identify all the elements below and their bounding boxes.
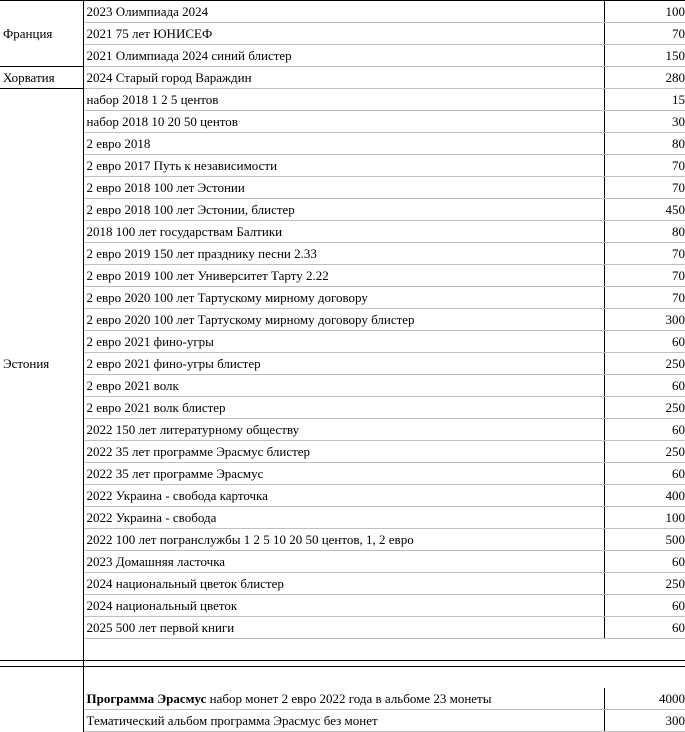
item-description: 2023 Домашняя ласточка — [83, 551, 604, 573]
item-price: 250 — [604, 573, 685, 595]
country-cell: Хорватия — [0, 67, 83, 89]
item-description: 2022 150 лет литературному обществу — [83, 419, 604, 441]
item-description: 2 евро 2019 150 лет празднику песни 2.33 — [83, 243, 604, 265]
item-price: 30 — [604, 111, 685, 133]
item-price: 60 — [604, 551, 685, 573]
item-price: 60 — [604, 419, 685, 441]
item-price: 60 — [604, 617, 685, 639]
blank-row — [0, 667, 685, 689]
item-price: 60 — [604, 375, 685, 397]
item-price: 60 — [604, 595, 685, 617]
item-price: 60 — [604, 331, 685, 353]
table-row — [0, 287, 685, 309]
item-price: 250 — [604, 353, 685, 375]
table-row — [0, 133, 685, 155]
table-row — [0, 507, 685, 529]
item-description: 2021 75 лет ЮНИСЕФ — [83, 23, 604, 45]
blank-row — [0, 639, 685, 661]
blank-cell-desc — [83, 639, 604, 661]
table-row — [0, 45, 685, 67]
blank-cell-price — [604, 667, 685, 689]
item-price: 300 — [604, 309, 685, 331]
item-description: 2 евро 2021 волк — [83, 375, 604, 397]
blank-cell-country — [0, 667, 83, 689]
item-description: 2 евро 2021 волк блистер — [83, 397, 604, 419]
item-description: 2025 500 лет первой книги — [83, 617, 604, 639]
item-price: 250 — [604, 397, 685, 419]
table-row — [0, 485, 685, 507]
item-description: 2 евро 2019 100 лет Университет Тарту 2.22 — [83, 265, 604, 287]
item-description — [83, 688, 604, 710]
table-row — [0, 617, 685, 639]
item-description: 2022 35 лет программе Эрасмус блистер — [83, 441, 604, 463]
item-description: 2023 Олимпиада 2024 — [83, 1, 604, 23]
item-price: 70 — [604, 155, 685, 177]
table-row — [0, 551, 685, 573]
table-row — [0, 397, 685, 419]
item-description: 2 евро 2020 100 лет Тартускому мирному договору — [83, 287, 604, 309]
table-row — [0, 688, 685, 710]
item-description-rest: набор монет 2 евро 2022 года в альбоме 23 монеты — [206, 690, 492, 706]
blank-cell-desc — [83, 667, 604, 689]
blank-cell-country — [0, 639, 83, 661]
item-description: 2 евро 2018 100 лет Эстонии — [83, 177, 604, 199]
item-description: набор 2018 1 2 5 центов — [83, 89, 604, 111]
table-row — [0, 221, 685, 243]
item-description: 2 евро 2020 100 лет Тартускому мирному договору блистер — [83, 309, 604, 331]
item-description: 2 евро 2018 100 лет Эстонии, блистер — [83, 199, 604, 221]
country-cell: Франция — [0, 1, 83, 67]
table-row — [0, 595, 685, 617]
item-description: 2022 100 лет погранслужбы 1 2 5 10 20 50 центов, 1, 2 евро — [83, 529, 604, 551]
table-row — [0, 1, 685, 23]
item-price: 70 — [604, 265, 685, 287]
item-description: 2024 национальный цветок блистер — [83, 573, 604, 595]
item-price: 4000 — [604, 688, 685, 710]
item-price: 80 — [604, 133, 685, 155]
item-price: 15 — [604, 89, 685, 111]
table-row — [0, 419, 685, 441]
item-description: 2024 национальный цветок — [83, 595, 604, 617]
country-cell: Эстония — [0, 89, 83, 639]
item-description-bold: Программа Эрасмус — [86, 690, 207, 706]
country-cell — [0, 688, 83, 710]
item-description-rest: Тематический альбом программа Эрасмус без монет — [86, 712, 378, 728]
item-price: 60 — [604, 463, 685, 485]
item-price: 300 — [604, 710, 685, 732]
item-price: 250 — [604, 441, 685, 463]
item-price: 70 — [604, 177, 685, 199]
country-cell — [0, 710, 83, 732]
item-description: 2 евро 2021 фино-угры блистер — [83, 353, 604, 375]
table-row — [0, 331, 685, 353]
item-price: 100 — [604, 1, 685, 23]
table-body — [0, 1, 685, 732]
item-description: 2018 100 лет государствам Балтики — [83, 221, 604, 243]
table-row — [0, 177, 685, 199]
item-description: 2022 35 лет программе Эрасмус — [83, 463, 604, 485]
table-row — [0, 441, 685, 463]
item-price: 70 — [604, 243, 685, 265]
table-row — [0, 89, 685, 111]
table-row — [0, 710, 685, 732]
table-row — [0, 265, 685, 287]
item-description: 2024 Старый город Вараждин — [83, 67, 604, 89]
item-description: 2 евро 2018 — [83, 133, 604, 155]
table-row — [0, 529, 685, 551]
item-price: 70 — [604, 23, 685, 45]
item-price: 450 — [604, 199, 685, 221]
item-description: 2 евро 2017 Путь к независимости — [83, 155, 604, 177]
item-description: 2 евро 2021 фино-угры — [83, 331, 604, 353]
item-price: 400 — [604, 485, 685, 507]
item-description: набор 2018 10 20 50 центов — [83, 111, 604, 133]
table-row — [0, 111, 685, 133]
item-description: 2022 Украина - свобода карточка — [83, 485, 604, 507]
table-row — [0, 375, 685, 397]
item-price: 500 — [604, 529, 685, 551]
table-row — [0, 23, 685, 45]
table-row — [0, 463, 685, 485]
item-description — [83, 710, 604, 732]
table-row — [0, 243, 685, 265]
blank-cell-price — [604, 639, 685, 661]
table-row — [0, 155, 685, 177]
table-row — [0, 353, 685, 375]
table-row — [0, 199, 685, 221]
item-description: 2021 Олимпиада 2024 синий блистер — [83, 45, 604, 67]
item-price: 70 — [604, 287, 685, 309]
item-price: 100 — [604, 507, 685, 529]
table-row — [0, 67, 685, 89]
item-price: 150 — [604, 45, 685, 67]
item-price: 80 — [604, 221, 685, 243]
item-price: 280 — [604, 67, 685, 89]
item-description: 2022 Украина - свобода — [83, 507, 604, 529]
table-row — [0, 573, 685, 595]
table-row — [0, 309, 685, 331]
